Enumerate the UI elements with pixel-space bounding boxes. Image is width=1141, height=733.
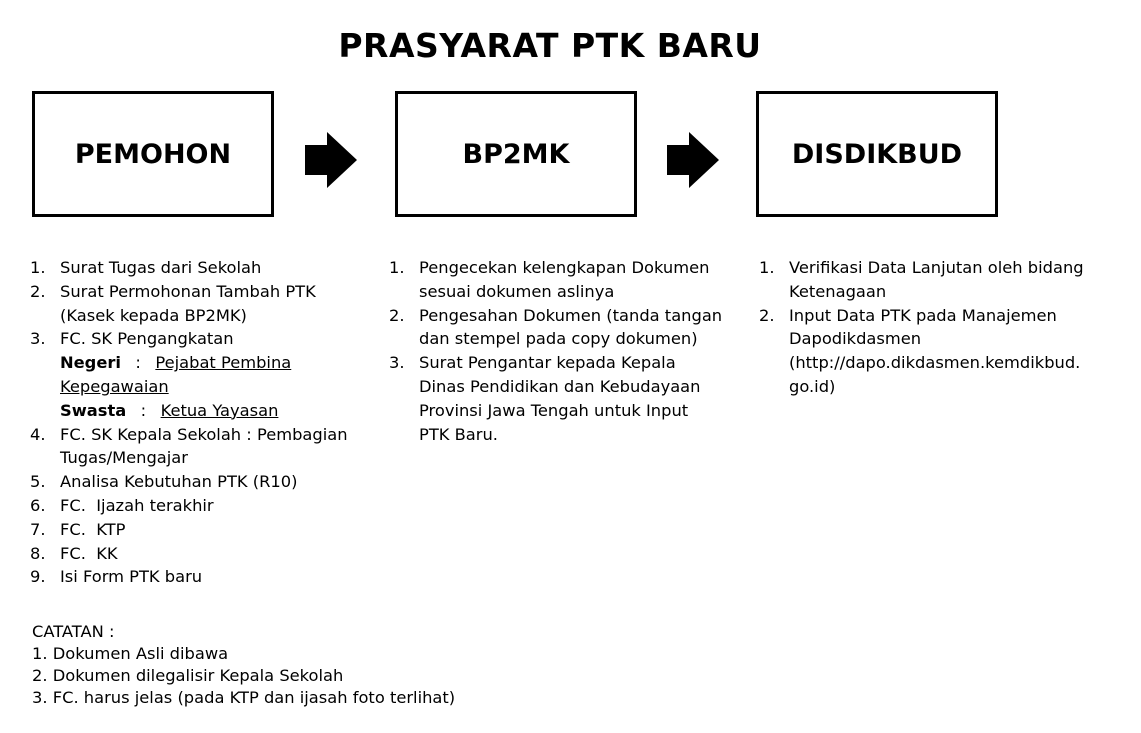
box-bp2mk: BP2MK: [395, 91, 637, 217]
list-item: 5. Analisa Kebutuhan PTK (R10): [30, 472, 298, 492]
list-item: 2. Input Data PTK pada Manajemen Dapodikdasmen (http://dapo.dikdasmen.kemdikbud. go.id): [759, 305, 1081, 396]
pemohon-list: [30, 256, 360, 589]
disdikbud-list: [759, 256, 1089, 399]
catatan-heading: CATATAN :: [32, 622, 115, 641]
box-disdikbud: DISDIKBUD: [756, 91, 998, 217]
arrow-shape: [667, 132, 719, 188]
list-item: 3. FC. SK Pengangkatan Negeri : Pejabat Pembina Kepegawaian Swasta : Ketua Yayasan: [30, 327, 360, 422]
list-item: 7. FC. KTP: [30, 519, 126, 539]
bp2mk-list: [389, 256, 724, 446]
list-item: 2. Pengesahan Dokumen (tanda tangan dan stempel pada copy dokumen): [389, 305, 723, 349]
swasta-value: Ketua Yayasan: [160, 400, 279, 420]
note-item: 1. Dokumen Asli dibawa: [32, 644, 229, 663]
list-item: 9. Isi Form PTK baru: [30, 567, 203, 587]
list-item: 2. Surat Permohonan Tambah PTK (Kasek kepada BP2MK): [30, 281, 316, 325]
negeri-value-cont: Kepegawaian: [60, 376, 169, 396]
negeri-row: Negeri : Pejabat Pembina: [60, 353, 292, 373]
list-item: 4. FC. SK Kepala Sekolah : Pembagian Tugas/Mengajar: [30, 424, 348, 468]
list-item: 1. Verifikasi Data Lanjutan oleh bidang Ketenagaan: [759, 258, 1084, 301]
list-item: 6. FC. Ijazah terakhir: [30, 495, 214, 515]
negeri-value: Pejabat Pembina: [155, 353, 292, 373]
arrow-shape: [305, 132, 357, 188]
arrow-right-icon: [667, 132, 719, 188]
list-item: 1. Surat Tugas dari Sekolah: [30, 258, 262, 277]
catatan-notes: [32, 621, 455, 709]
list-item: 1. Pengecekan kelengkapan Dokumen sesuai dokumen aslinya: [389, 258, 710, 301]
list-item: 8. FC. KK: [30, 543, 118, 563]
swasta-label: Swasta: [60, 400, 127, 420]
negeri-label: Negeri: [60, 353, 121, 373]
note-item: 2. Dokumen dilegalisir Kepala Sekolah: [32, 666, 344, 685]
page-title: PRASYARAT PTK BARU: [338, 26, 762, 65]
arrow-right-icon: [305, 132, 357, 188]
swasta-row: Swasta : Ketua Yayasan: [60, 400, 279, 420]
note-item: 3. FC. harus jelas (pada KTP dan ijasah foto terlihat): [32, 688, 456, 707]
list-item: 3. Surat Pengantar kepada Kepala Dinas Pendidikan dan Kebudayaan Provinsi Jawa Tengah untuk Input PTK Baru.: [389, 353, 701, 444]
box-pemohon: PEMOHON: [32, 91, 274, 217]
